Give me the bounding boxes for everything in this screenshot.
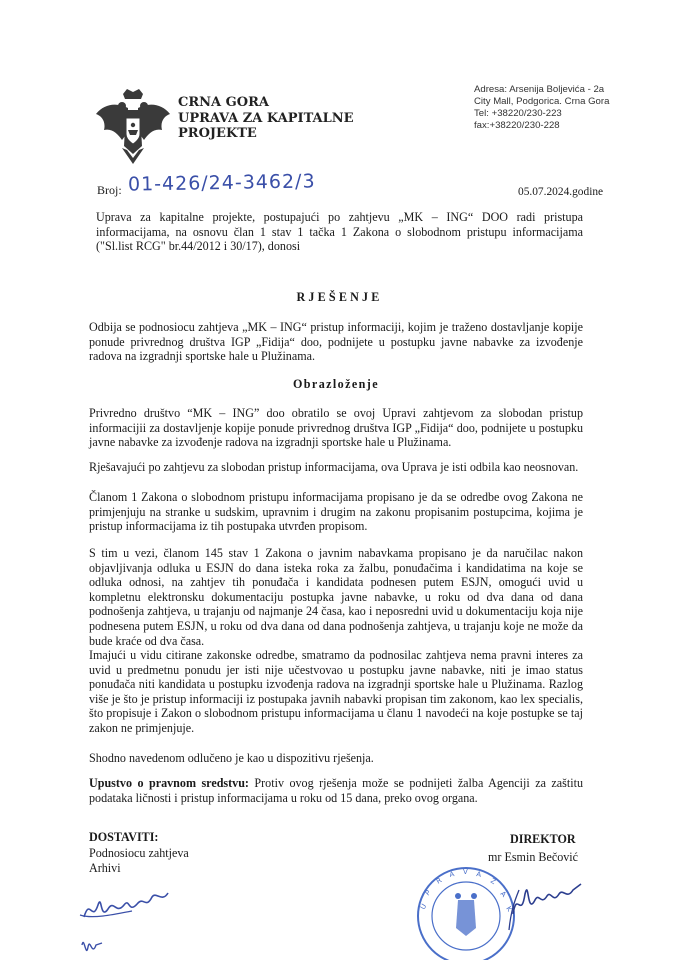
svg-text:K: K [504, 905, 514, 913]
svg-text:V: V [463, 868, 468, 876]
reasoning-paragraph: Rješavajući po zahtjevu za slobodan pristup informacijama, ova Uprava je isti odbila kao neosnovan. [89, 460, 579, 474]
reference-label: Broj: [97, 183, 122, 197]
address-line: City Mall, Podgorica. Crna Gora [474, 96, 610, 107]
director-name: mr Esmin Bečović [488, 850, 579, 864]
svg-text:R: R [435, 876, 444, 886]
title-line: PROJEKTE [178, 126, 257, 141]
reasoning-heading: Obrazloženje [293, 377, 379, 391]
decision-heading: RJEŠENJE [296, 290, 383, 304]
coat-of-arms-emblem [92, 88, 174, 168]
svg-text:U: U [418, 902, 429, 911]
address-line: Tel: +38220/230-223 [474, 108, 562, 119]
institution-title [178, 95, 354, 142]
handwritten-signature-left [72, 875, 182, 965]
decision-paragraph: Odbija se podnosiocu zahtjeva „MK – ING“ pristup informaciji, kojim je traženo dostavljanje kopije ponude privrednog društva IGP „Fidija“ doo, podnijete u postupku javne nabavke za izvođenje radova na izgradnji sportske hale u Plužinama. [89, 320, 583, 364]
title-line: UPRAVA ZA KAPITALNE [178, 110, 354, 126]
reasoning-paragraph: Članom 1 Zakona o slobodnom pristupu informacijama propisano je da se odredbe ovog Zakona ne primjenjuju na stranke u sudskim, upravnim i drugim na zakonu propisanim postupcima, kojima je pristup informacijama iz tih postupaka utvrđen propisom. [89, 490, 583, 534]
legal-remedy-text: Protiv ovog rješenja može se podnijeti žalba Agenciji za zaštitu podataka ličnosti i pristup informacijama u roku od 15 dana, preko ovog organa. [89, 776, 583, 805]
svg-text:A: A [475, 870, 482, 879]
reference-number-handwritten: 01-426/24-3462/3 [127, 170, 316, 196]
svg-text:P: P [423, 888, 433, 898]
reasoning-paragraph: S tim u vezi, članom 145 stav 1 Zakona o javnim nabavkama propisano je da naručilac nakon objavljivanja odluka u ESJN do dana isteka roka za žalbu, ponuđačima i kandidatima na koje se odluka odnosi, na zahtjev tih ponuđača i kandidata podnesen putem ESJN, omogući uvid u kompletnu elektronsku dokumentaciju postupka javne nabavke, u roku od dva dana od dana podnošenja zahtjeva, u trajanju od najmanje 24 časa, kao i neposredni uvid u dokumentaciju koja nije podnesena putem ESJN, u roku od dva dana od dana podnošenja zahtjeva, u trajanju koje ne može da bude kraće od dva časa. [89, 546, 583, 648]
document-date: 05.07.2024.godine [518, 186, 604, 198]
deliver-label: DOSTAVITI: [89, 830, 159, 844]
legal-remedy-paragraph [89, 776, 583, 805]
title-line: CRNA GORA [178, 95, 269, 110]
recipient: Podnosiocu zahtjeva [89, 846, 189, 860]
director-title: DIREKTOR [510, 832, 576, 846]
reasoning-paragraph: Imajući u vidu citirane zakonske odredbe, smatramo da podnosilac zahtjeva nema pravni interes za uvid u predmetnu ponudu jer isti nije učestvovao u postupku javne nabavke, niti je imao status ponuđača niti kandidata u postupku izvođenja radova na izgradnji sportske hale u Plužinama. Razlog više je što je pristup informaciji iz postupaka javnih nabavki propisan tim zakonom, kao lex specialis, što propisuje i Zakon o slobodnom pristupu informacijama u članu 1 navodeći na koje postupke se taj zakon ne primjenjuje. [89, 648, 583, 735]
svg-text:A: A [448, 870, 456, 879]
svg-text:Z: Z [489, 876, 498, 887]
reasoning-paragraph: Shodno navedenom odlučeno je kao u dispozitivu rješenja. [89, 751, 374, 765]
reasoning-paragraph: Privredno društvo “MK – ING” doo obratilo se ovoj Upravi zahtjevom za slobodan pristup informacijii za dostavljenje kopije ponude privrednog društva IGP „Fidija“ doo, podnijete u postupku javne nabavke za izvođenje radova na izgradnji sportske hale u Plužinama. [89, 406, 583, 450]
legal-remedy-label: Upustvo o pravnom sredstvu: [89, 776, 249, 790]
address-block [474, 84, 609, 132]
recipient: Arhivi [89, 861, 121, 875]
address-line: Adresa: Arsenija Boljevića - 2a [474, 84, 605, 95]
handwritten-signature-director [503, 870, 593, 945]
address-line: fax:+38220/230-228 [474, 120, 560, 131]
intro-paragraph: Uprava za kapitalne projekte, postupajući po zahtjevu „MK – ING“ DOO radi pristupa informacijama, na osnovu član 1 stav 1 tačka 1 Zakona o slobodnom pristupu informacijama ("Sl.list RCG" br.44/2012 i 30/17), donosi [96, 210, 583, 254]
svg-text:A: A [498, 889, 508, 899]
